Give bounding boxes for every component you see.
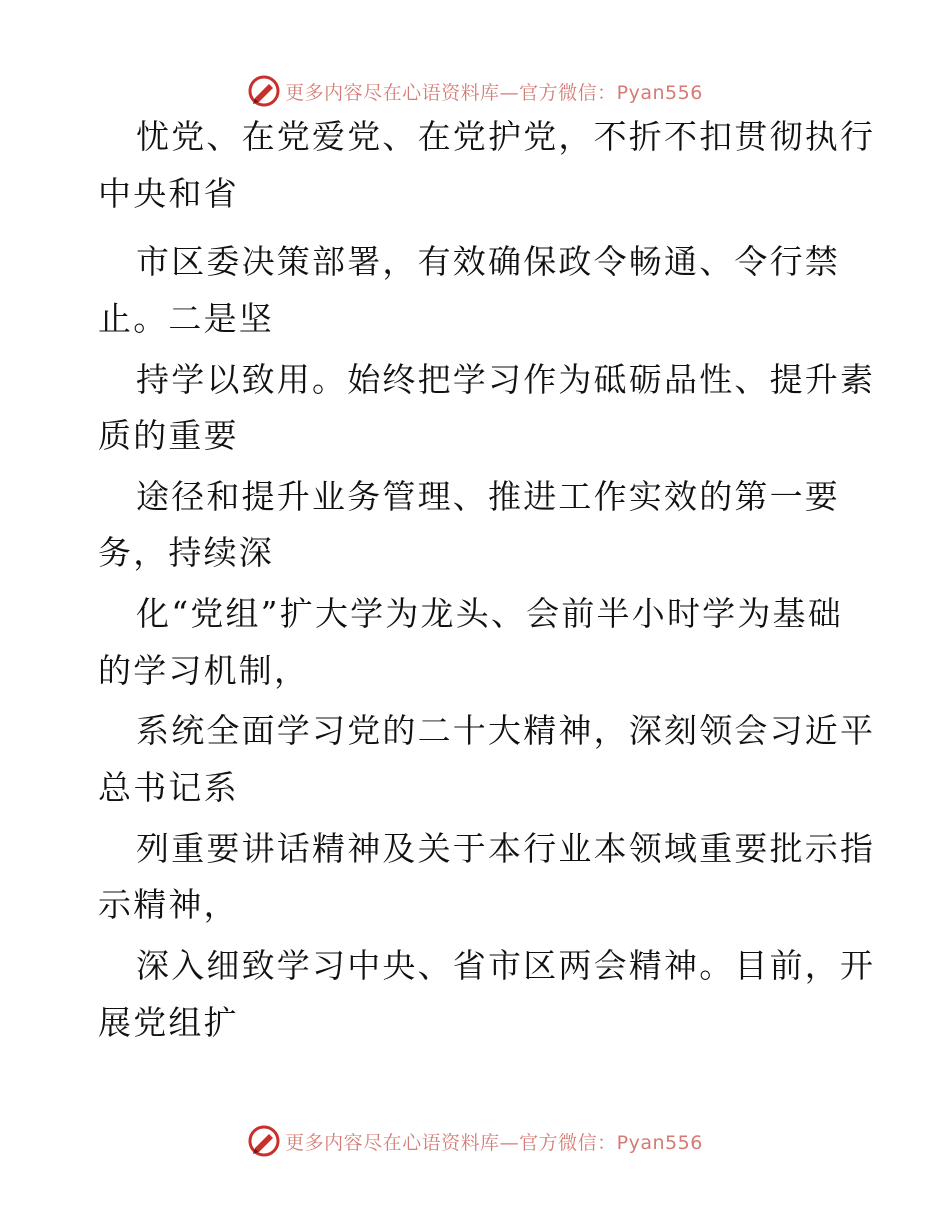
pen-circle-logo-icon [247,1124,281,1158]
header-banner [0,71,950,111]
body-line: 持学以致用。始终把学习作为砥砺品性、提升素 [136,360,876,399]
body-line: 深入细致学习中央、省市区两会精神。目前，开 [136,946,876,985]
pen-circle-logo-icon [247,74,281,108]
body-line: 展党组扩 [98,1003,239,1042]
body-line: 质的重要 [98,416,239,455]
header-banner-text: 更多内容尽在心语资料库—官方微信：Pyan556 [285,81,703,104]
body-line: 的学习机制， [98,651,310,690]
body-line: 系统全面学习党的二十大精神，深刻领会习近平 [136,711,876,750]
body-line: 市区委决策部署，有效确保政令畅通、令行禁 [136,242,840,281]
body-line: 中央和省 [98,174,239,213]
body-line: 示精神， [98,885,239,924]
body-line: 总书记系 [98,768,239,807]
footer-banner [0,1121,950,1161]
body-line: 途径和提升业务管理、推进工作实效的第一要 [136,477,840,516]
body-line: 化“党组”扩大学为龙头、会前半小时学为基础 [136,594,843,633]
body-line: 列重要讲话精神及关于本行业本领域重要批示指 [136,829,876,868]
body-line: 务，持续深 [98,533,274,572]
body-line: 止。二是坚 [98,299,274,338]
body-line: 忧党、在党爱党、在党护党，不折不扣贯彻执行 [136,117,876,156]
footer-banner-text: 更多内容尽在心语资料库—官方微信：Pyan556 [285,1131,703,1154]
